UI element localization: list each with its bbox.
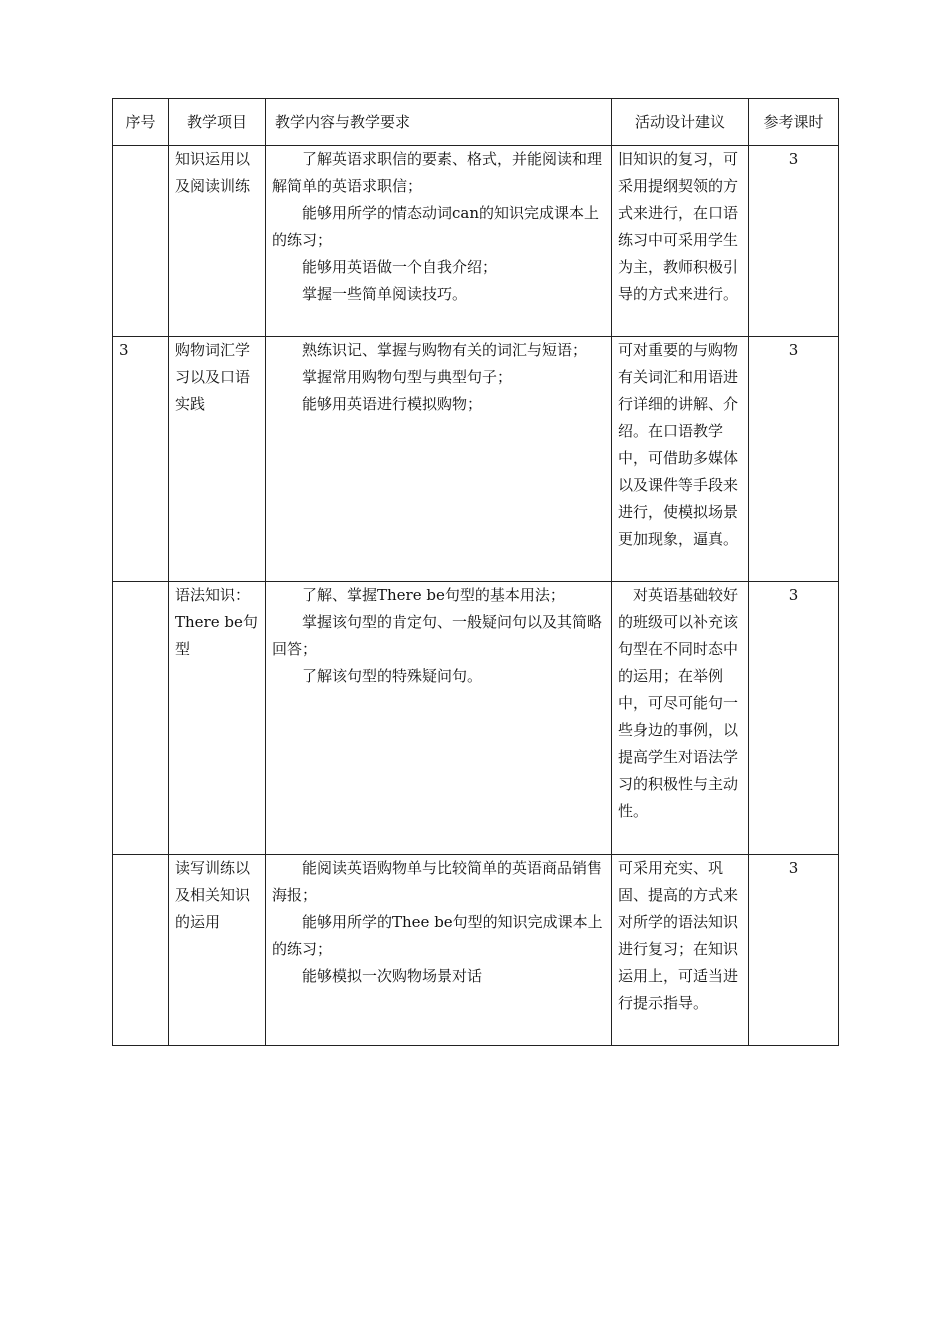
teaching-content <box>266 337 612 582</box>
reference-hours: 3 <box>749 337 839 582</box>
content-paragraph: 掌握该句型的肯定句、一般疑问句以及其简略回答； <box>272 613 603 658</box>
row-number <box>113 146 169 337</box>
content-paragraph: 掌握一些简单阅读技巧。 <box>302 285 468 303</box>
activity-suggestion: 可对重要的与购物有关词汇和用语进行详细的讲解、介绍。在口语教学中，可借助多媒体以及课件等手段来进行，使模拟场景更加现象，逼真。 <box>612 337 749 582</box>
content-paragraph: 能够模拟一次购物场景对话 <box>302 967 483 985</box>
teaching-content <box>266 855 612 1046</box>
teaching-item: 语法知识：There be句型 <box>169 582 266 855</box>
header-item: 教学项目 <box>169 99 266 146</box>
table-row <box>113 337 839 582</box>
header-content: 教学内容与教学要求 <box>266 99 612 146</box>
content-paragraph: 了解、掌握There be句型的基本用法； <box>302 586 565 604</box>
row-number <box>113 582 169 855</box>
teaching-item: 读写训练以及相关知识的运用 <box>169 855 266 1046</box>
content-paragraph: 能够用所学的情态动词can的知识完成课本上的练习； <box>272 204 600 249</box>
content-paragraph: 能够用英语做一个自我介绍； <box>302 258 498 276</box>
teaching-item: 知识运用以及阅读训练 <box>169 146 266 337</box>
teaching-content <box>266 582 612 855</box>
content-paragraph: 能够用英语进行模拟购物； <box>302 395 483 413</box>
activity-suggestion: 对英语基础较好的班级可以补充该句型在不同时态中的运用；在举例中，可尽可能句一些身边的事例，以提高学生对语法学习的积极性与主动性。 <box>612 582 749 855</box>
content-paragraph: 了解英语求职信的要素、格式，并能阅读和理解简单的英语求职信； <box>272 150 603 195</box>
table-row <box>113 855 839 1046</box>
table-row <box>113 582 839 855</box>
header-row <box>113 99 839 146</box>
content-paragraph: 熟练识记、掌握与购物有关的词汇与短语； <box>302 341 588 359</box>
reference-hours: 3 <box>749 855 839 1046</box>
row-number: 3 <box>113 337 169 582</box>
content-paragraph: 了解该句型的特殊疑问句。 <box>302 667 483 685</box>
header-suggest: 活动设计建议 <box>612 99 749 146</box>
content-paragraph: 能够用所学的Thee be句型的知识完成课本上的练习； <box>272 913 603 958</box>
reference-hours: 3 <box>749 582 839 855</box>
row-number <box>113 855 169 1046</box>
header-hours: 参考课时 <box>749 99 839 146</box>
curriculum-table <box>112 98 839 1046</box>
reference-hours: 3 <box>749 146 839 337</box>
activity-suggestion: 旧知识的复习，可采用提纲契领的方式来进行，在口语练习中可采用学生为主，教师积极引导的方式来进行。 <box>612 146 749 337</box>
content-paragraph: 掌握常用购物句型与典型句子； <box>302 368 513 386</box>
content-paragraph: 能阅读英语购物单与比较简单的英语商品销售海报； <box>272 859 603 904</box>
header-no: 序号 <box>113 99 169 146</box>
activity-suggestion: 可采用充实、巩固、提高的方式来对所学的语法知识进行复习；在知识运用上，可适当进行提示指导。 <box>612 855 749 1046</box>
teaching-item: 购物词汇学习以及口语实践 <box>169 337 266 582</box>
table-row <box>113 146 839 337</box>
teaching-content <box>266 146 612 337</box>
